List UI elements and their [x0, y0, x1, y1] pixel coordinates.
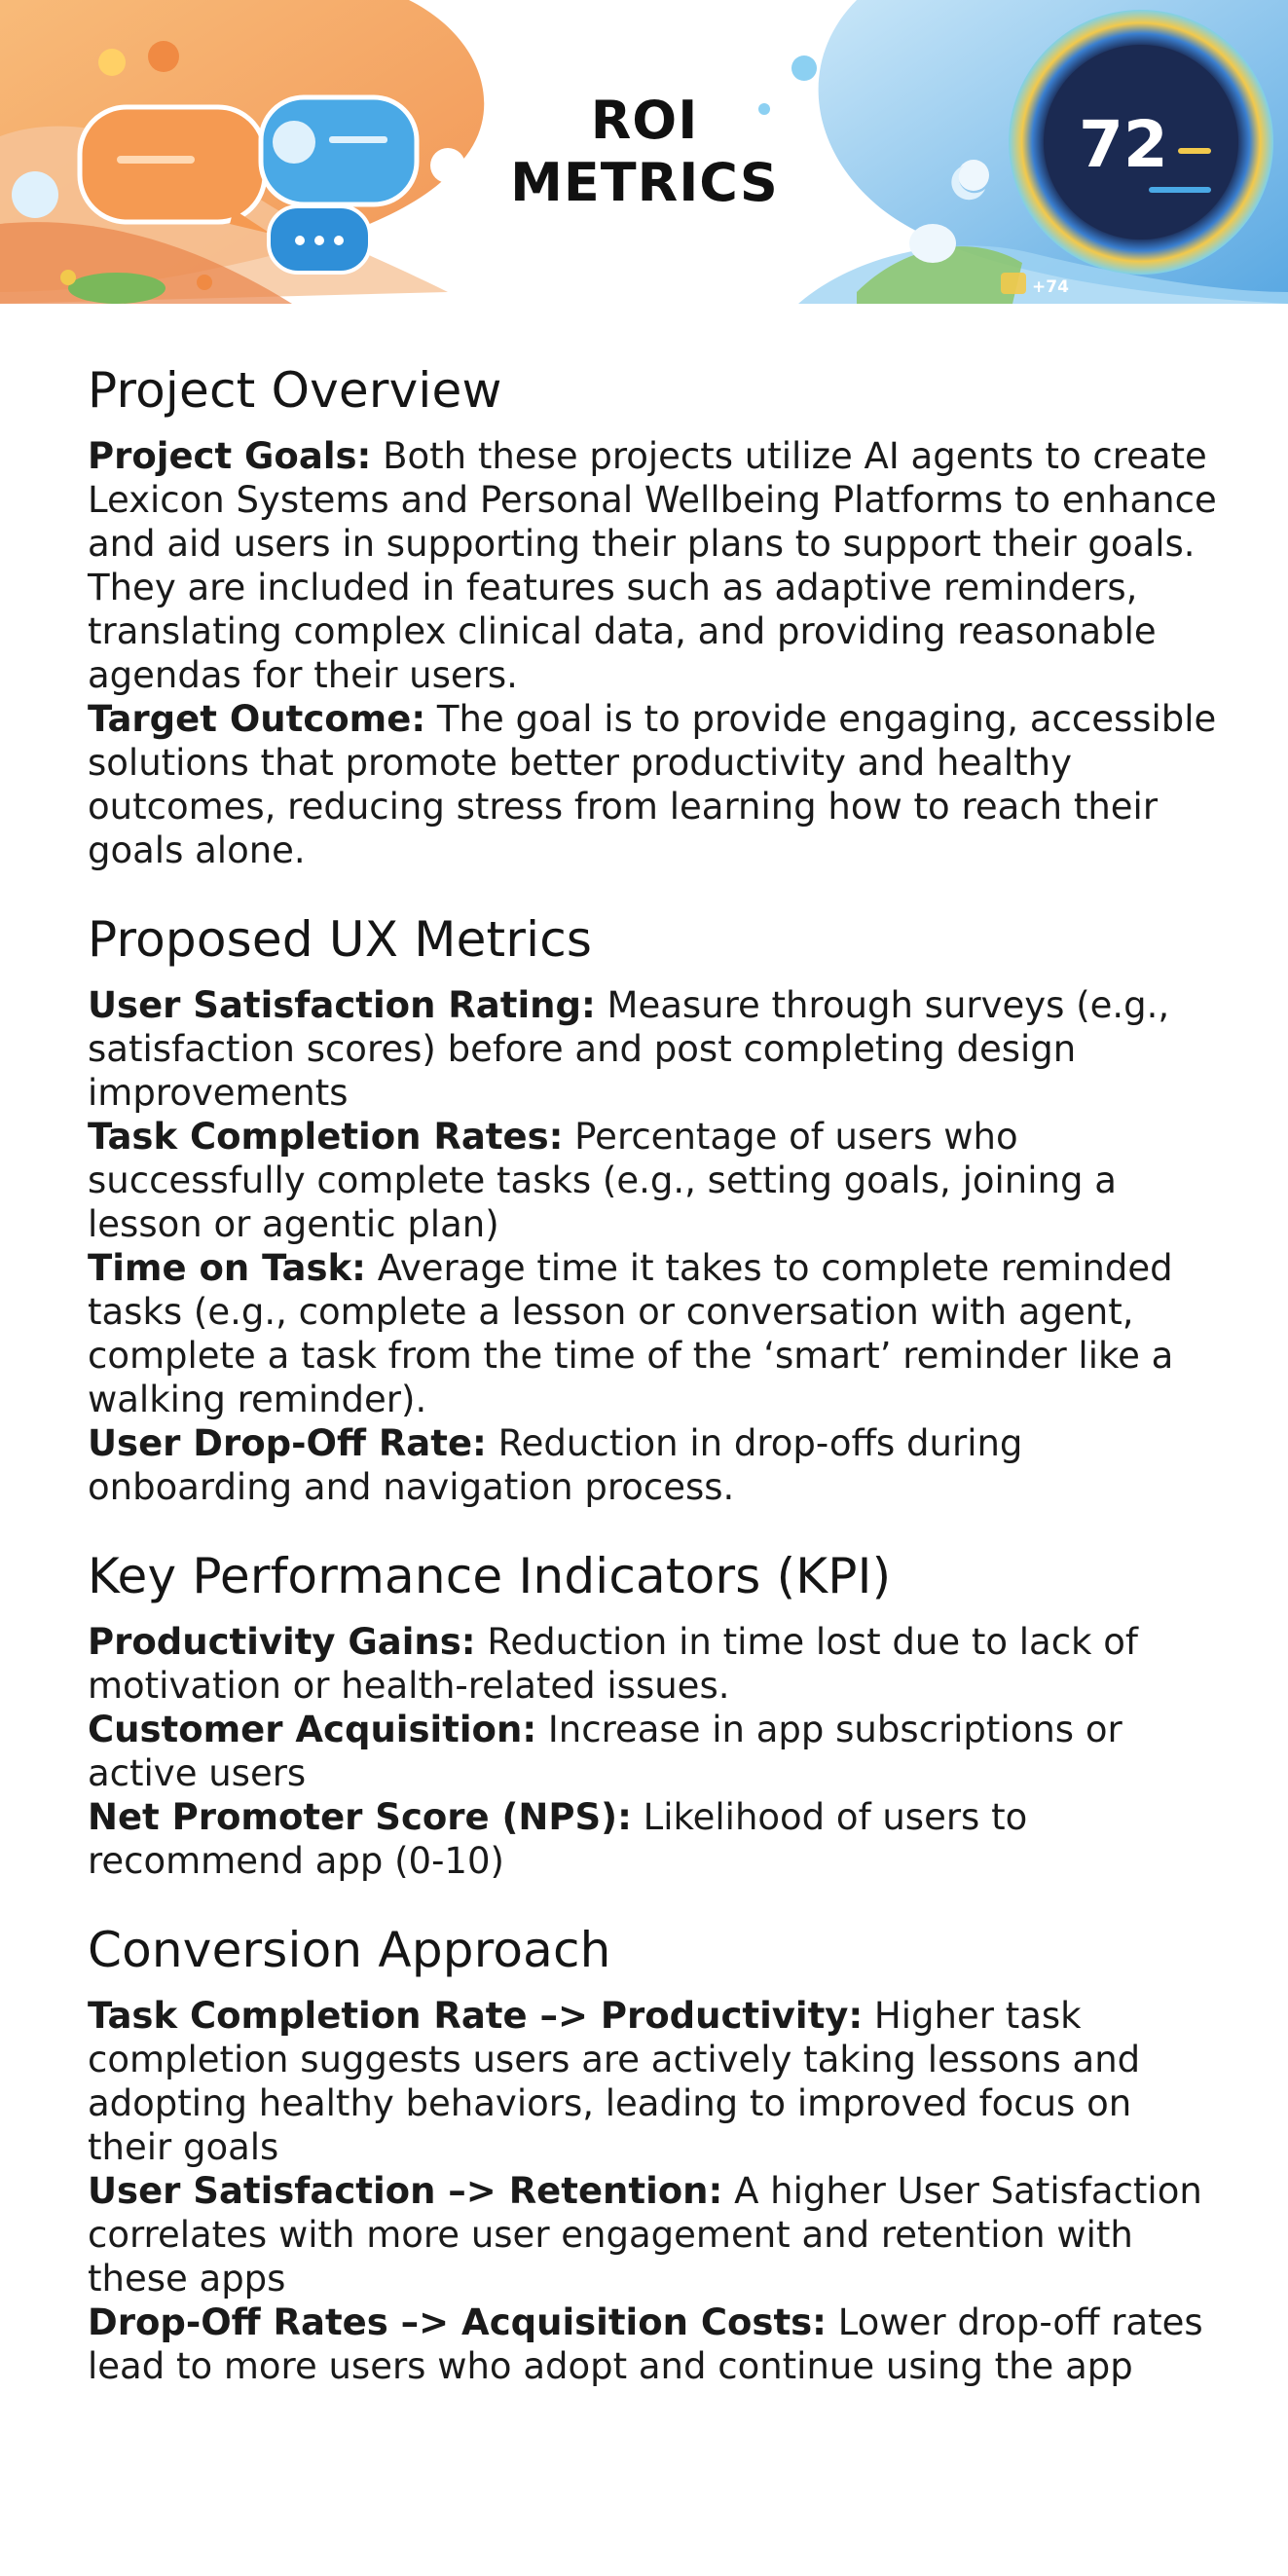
item-label: User Drop-Off Rate:: [88, 1422, 487, 1464]
item-text: Reduction in time lost due to lack of motivation or health-related issues.: [88, 1621, 1138, 1707]
item-text: Lower drop-off rates lead to more users who adopt and continue using the app: [88, 2301, 1203, 2387]
item-text: Increase in app subscriptions or active users: [88, 1709, 1122, 1794]
item-text: Higher task completion suggests users are actively taking lessons and adopting healthy behaviors, leading to improved focus on their goals: [88, 1995, 1141, 2168]
section-conversion-approach: [88, 1920, 1227, 2388]
gauge-value: 72: [1079, 107, 1168, 182]
item-text: Likelihood of users to recommend app (0-10): [88, 1796, 1028, 1882]
item-label: Target Outcome:: [88, 698, 426, 740]
item-label: Drop-Off Rates –> Acquisition Costs:: [88, 2301, 827, 2343]
item-label: Customer Acquisition:: [88, 1709, 537, 1750]
section-project-overview: [88, 360, 1227, 872]
section-kpi: [88, 1546, 1227, 1883]
item-text: Average time it takes to complete reminded tasks (e.g., complete a lesson or conversation with agent, complete a task from the time of the ‘smart’ reminder like a walking reminder).: [88, 1247, 1174, 1420]
section-heading: Key Performance Indicators (KPI): [88, 1548, 892, 1604]
drop-off-item: [88, 1421, 1227, 1509]
user-satisfaction-item: [88, 983, 1227, 1115]
item-text: Percentage of users who successfully complete tasks (e.g., setting goals, joining a lesson or agentic plan): [88, 1116, 1117, 1245]
item-text: Measure through surveys (e.g., satisfaction scores) before and post completing design improvements: [88, 984, 1170, 1114]
item-text: Reduction in drop-offs during onboarding and navigation process.: [88, 1422, 1023, 1508]
section-ux-metrics: [88, 909, 1227, 1509]
task-completion-item: [88, 1115, 1227, 1246]
target-outcome-item: [88, 697, 1227, 872]
time-on-task-item: [88, 1246, 1227, 1421]
conversion-productivity-item: [88, 1994, 1227, 2169]
section-heading: Conversion Approach: [88, 1922, 611, 1978]
section-heading: Project Overview: [88, 362, 502, 419]
item-label: Time on Task:: [88, 1247, 366, 1289]
project-goals-item: [88, 434, 1227, 697]
conversion-retention-item: [88, 2169, 1227, 2300]
section-heading: Proposed UX Metrics: [88, 911, 593, 968]
header-banner: [0, 0, 1288, 304]
nps-item: [88, 1795, 1227, 1883]
item-text: A higher User Satisfaction correlates with more user engagement and retention with these apps: [88, 2170, 1202, 2300]
gauge-badge: +74: [1032, 277, 1069, 297]
item-label: Task Completion Rate –> Productivity:: [88, 1995, 864, 2037]
title-line-1: ROI: [590, 90, 699, 151]
item-label: User Satisfaction Rating:: [88, 984, 596, 1026]
title-line-2: METRICS: [510, 152, 779, 213]
item-label: Project Goals:: [88, 435, 372, 477]
page-title: [450, 90, 839, 214]
document-body: [88, 360, 1227, 2425]
item-text: Both these projects utilize AI agents to create Lexicon Systems and Personal Wellbeing Platforms to enhance and aid users in supporting their plans to support their goals. They are included in features such as adaptive reminders, translating complex clinical data, and providing reasonable agendas for their users.: [88, 435, 1217, 696]
conversion-acquisition-item: [88, 2300, 1227, 2388]
item-label: User Satisfaction –> Retention:: [88, 2170, 723, 2212]
item-label: Task Completion Rates:: [88, 1116, 564, 1158]
item-label: Net Promoter Score (NPS):: [88, 1796, 632, 1838]
productivity-gains-item: [88, 1620, 1227, 1708]
item-label: Productivity Gains:: [88, 1621, 476, 1663]
item-text: The goal is to provide engaging, accessible solutions that promote better productivity and healthy outcomes, reducing stress from learning how to reach their goals alone.: [88, 698, 1217, 871]
customer-acquisition-item: [88, 1708, 1227, 1795]
